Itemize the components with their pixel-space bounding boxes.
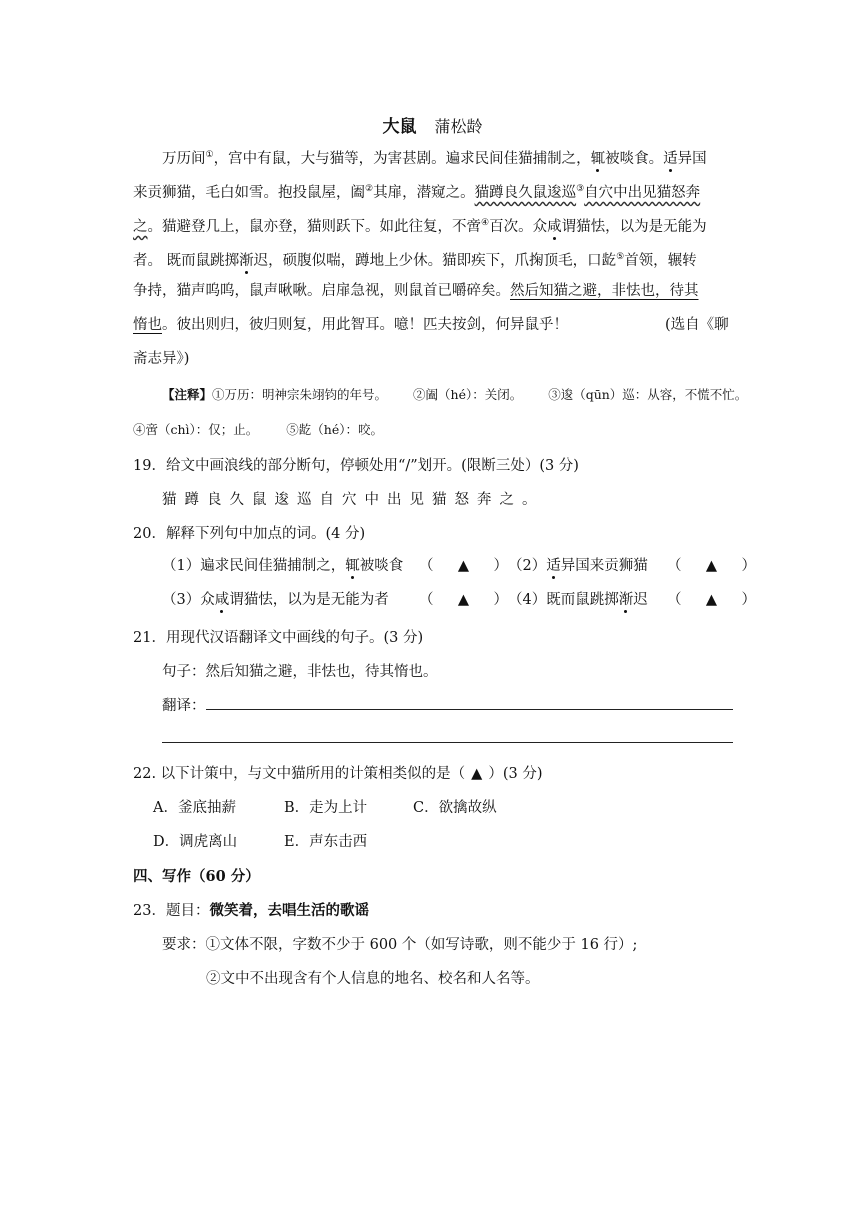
q21-stem: 21．用现代汉语翻译文中画线的句子。(3 分) bbox=[133, 630, 424, 646]
passage-title bbox=[0, 112, 865, 137]
dotted-char: 辄 bbox=[590, 150, 606, 167]
dotted-char: 渐 bbox=[239, 252, 254, 269]
q20-stem: 20．解释下列句中加点的词。(4 分) bbox=[133, 526, 366, 542]
passage-line-4: 者。 既而鼠跳掷渐迟，硕腹似喘，蹲地上少休。猫即疾下，爪掬顶毛，口龁⑤首领，辗转 bbox=[133, 252, 697, 269]
q22-option-c: C．欲擒故纵 bbox=[413, 800, 497, 816]
wavy-underlined-text: 之 bbox=[133, 218, 148, 235]
source-note: (选自《聊 bbox=[665, 317, 729, 333]
dotted-char: 咸 bbox=[547, 218, 562, 235]
q23-requirement-2: ②文中不出现含有个人信息的地名、校名和人名等。 bbox=[206, 971, 540, 987]
q19-sentence: 猫蹲良久鼠逡巡自穴中出见猫怒奔之。 bbox=[162, 492, 545, 508]
q21-sentence: 句子：然后知猫之避，非怯也，待其惰也。 bbox=[162, 664, 438, 680]
q22-option-b: B．走为上计 bbox=[284, 800, 368, 816]
q22-option-e: E．声东击西 bbox=[284, 834, 368, 850]
q20-row-1: （1）遍求民间佳猫捕制之，辄被啖食 （ ▲ ） （2）适异国来贡狮猫 （ ▲ ） bbox=[162, 554, 733, 575]
notes-label: 【注释】 bbox=[162, 387, 213, 402]
wavy-underlined-text: 自穴中出见猫怒奔 bbox=[584, 184, 701, 201]
passage-line-2: 来贡狮猫，毛白如雪。抱投鼠屋，阖②其扉，潜窥之。猫蹲良久鼠逡巡③自穴中出见猫怒奔 bbox=[133, 184, 701, 201]
q23-requirement-1: 要求：①文体不限，字数不少于 600 个（如写诗歌，则不能少于 16 行）; bbox=[162, 937, 638, 953]
q23-topic-line: 23．题目：微笑着，去唱生活的歌谣 bbox=[133, 902, 369, 919]
dotted-char: 咸 bbox=[214, 592, 230, 608]
title-author: 蒲松龄 bbox=[434, 117, 483, 136]
dotted-char: 适 bbox=[546, 558, 561, 574]
answer-blank-1: （ ▲ ） bbox=[419, 558, 508, 574]
dotted-char: 适 bbox=[663, 150, 678, 167]
q22-option-d: D．调虎离山 bbox=[153, 834, 238, 850]
q20-row-2: （3）众咸谓猫怯，以为是无能为者 （ ▲ ） （4）既而鼠跳掷渐迟 （ ▲ ） bbox=[162, 588, 733, 609]
passage-line-5: 争持，猫声呜呜，鼠声啾啾。启扉急视，则鼠首已嚼碎矣。然后知猫之避，非怯也，待其 bbox=[133, 283, 699, 299]
answer-line-2[interactable] bbox=[162, 742, 733, 743]
answer-line-1[interactable] bbox=[206, 709, 733, 710]
passage-line-1: 万历间①，宫中有鼠，大与猫等，为害甚剧。遍求民间佳猫捕制之，辄被啖食。适异国 bbox=[162, 150, 707, 167]
notes-line-2: ④啻（chì）：仅；止。 ⑤龁（hé）：咬。 bbox=[133, 422, 383, 437]
underlined-text: 惰也 bbox=[133, 317, 162, 333]
q22-stem: 22. 以下计策中，与文中猫所用的计策相类似的是（ ▲ ）(3 分) bbox=[133, 766, 543, 782]
q21-label: 翻译： bbox=[162, 698, 206, 714]
answer-blank-4: （ ▲ ） bbox=[667, 592, 756, 608]
answer-blank-2: （ ▲ ） bbox=[667, 558, 756, 574]
dotted-char: 辄 bbox=[345, 558, 360, 574]
passage-line-6: 惰也。彼出则归，彼归则复，用此智耳。噫！匹夫按剑，何异鼠乎！ (选自《聊 bbox=[133, 308, 733, 342]
q19-stem: 19．给文中画浪线的部分断句，停顿处用“/”划开。(限断三处）(3 分) bbox=[133, 458, 579, 474]
title-main: 大鼠 bbox=[382, 117, 417, 137]
answer-blank-mark: ▲ bbox=[471, 766, 483, 782]
underlined-text: 然后知猫之避，非怯也，待其 bbox=[510, 283, 699, 299]
wavy-underlined-text: 猫蹲良久鼠逡巡 bbox=[474, 184, 577, 201]
passage-line-3: 之。猫避登几上，鼠亦登，猫则跃下。如此往复，不啻④百次。众咸谓猫怯，以为是无能为 bbox=[133, 218, 707, 235]
section-heading: 四、写作（60 分） bbox=[133, 868, 260, 885]
passage-line-7: 斋志异》) bbox=[133, 351, 190, 367]
dotted-char: 渐 bbox=[618, 592, 634, 608]
answer-blank-3: （ ▲ ） bbox=[419, 592, 508, 608]
notes-line-1: 【注释】①万历：明神宗朱翊钧的年号。 ②阖（hé）：关闭。 ③逡（qūn）巡：从容，不慌不忙。 bbox=[162, 387, 748, 402]
q22-option-a: A．釜底抽薪 bbox=[153, 800, 236, 816]
q23-topic: 微笑着，去唱生活的歌谣 bbox=[209, 902, 369, 919]
